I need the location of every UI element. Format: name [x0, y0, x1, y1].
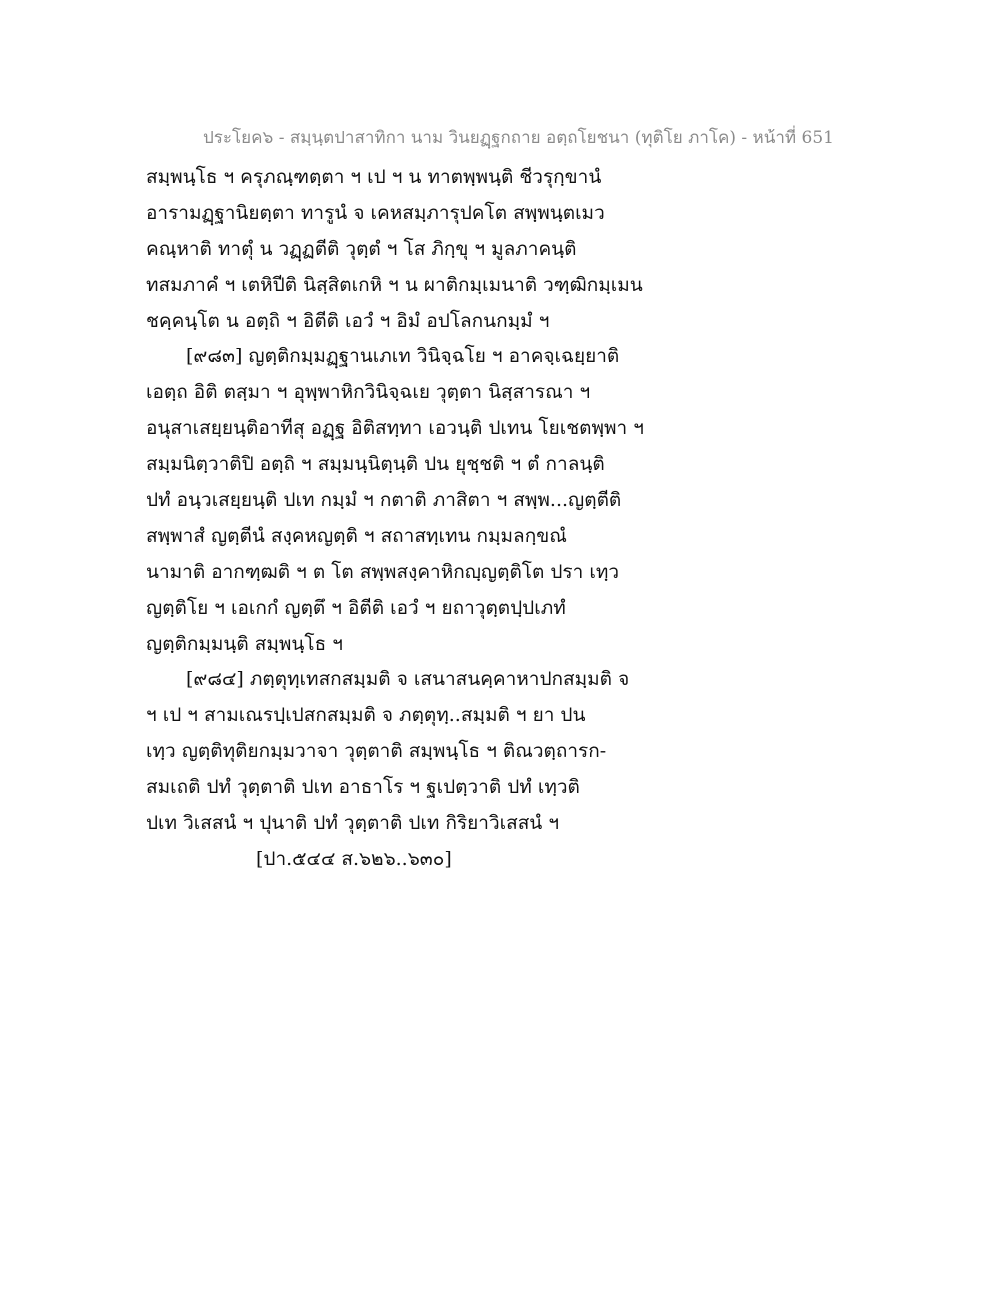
text-line: เอตฺถ อิติ ตสฺมา ฯ อุพฺพาหิกวินิจฺฉเย วุตฺตา นิสฺสารณา ฯ: [146, 381, 591, 404]
page-header: ประโยค๖ - สมฺนฺตปาสาทิกา นาม วินยฏฺฐกถาย อตฺถโยชนา (ทุติโย ภาโค) - หน้าที่ 651: [203, 128, 834, 148]
text-line: ชคฺคนฺโต น อตฺถิ ฯ อิตีติ เอวํ ฯ อิมํ อปโลกนกมฺมํ ฯ: [146, 309, 550, 332]
body-text: [146, 160, 766, 878]
text-line: คณฺหาติ ทาตุํ น วฏฺฏตีติ วุตฺตํ ฯ โส ภิกฺขุ ฯ มูลภาคนฺติ: [146, 237, 577, 260]
text-line: นามาติ อากฑฺฒติ ฯ ต โต สพฺพสงฺคาหิกญฺญตฺติโต ปรา เทฺว: [146, 560, 620, 583]
text-line: สมเถติ ปทํ วุตฺตาติ ปเท อาธาโร ฯ ฐเปตฺวาติ ปทํ เทฺวติ: [146, 776, 580, 799]
text-line: อารามฏฺฐานิยตฺตา ทารูนํ จ เคหสมฺภารุปคโต สพฺพนฺตเมว: [146, 201, 605, 224]
text-line: ปเท วิเสสนํ ฯ ปุนาติ ปทํ วุตฺตาติ ปเท กิริยาวิเสสนํ ฯ: [146, 812, 560, 835]
text-line: สมฺมนิตฺวาติปิ อตฺถิ ฯ สมฺมนฺนิตฺนฺติ ปน ยุชฺชติ ฯ ตํ กาลนฺติ: [146, 453, 605, 476]
text-line: ทสมภาคํ ฯ เตหิปีติ นิสฺสิตเกหิ ฯ น ผาติกมฺเมนาติ วฑฺฒิกมฺเมน: [146, 273, 643, 296]
text-line: เทฺว ญตฺติทุติยกมฺมวาจา วุตฺตาติ สมฺพนฺโธ ฯ ติณวตฺถารก-: [146, 740, 607, 763]
text-line: ญตฺติกมฺมนฺติ สมฺพนฺโธ ฯ: [146, 632, 343, 655]
paragraph-start-line: [๙๘๓] ญตฺติกมฺมฏฺฐานเภเท วินิจฺฉโย ฯ อาคจฺเฉยฺยาติ: [186, 345, 620, 368]
text-line: อนุสาเสยฺยนฺติอาทีสุ อฏฺฐ อิติสทฺทา เอวนฺติ ปเทน โยเชตพฺพา ฯ: [146, 417, 644, 440]
text-line: สพฺพาสํ ญตฺตีนํ สงฺคหญตฺติ ฯ สถาสทฺเทน กมฺมลกฺขณํ: [146, 524, 567, 547]
text-line: ปทํ อนฺวเสยฺยนฺติ ปเท กมฺมํ ฯ กตาติ ภาสิตา ฯ สพฺพ...ญตฺตีติ: [146, 489, 622, 512]
reference-line: [ปา.๕๔๔ ส.๖๒๖..๖๓๐]: [256, 847, 452, 870]
text-line: สมฺพนฺโธ ฯ ครุภณฺฑตฺตา ฯ เป ฯ น ทาตพฺพนฺติ ชีวรุกฺขานํ: [146, 166, 602, 188]
text-line: ญตฺติโย ฯ เอเกกํ ญตฺตึ ฯ อิตีติ เอวํ ฯ ยถาวุตฺตปฺปเภทํ: [146, 596, 566, 619]
text-line: ฯ เป ฯ สามเณรปฺเปสกสมฺมติ จ ภตฺตุทฺ..สมฺมติ ฯ ยา ปน: [146, 704, 586, 727]
paragraph-start-line: [๙๘๔] ภตฺตุทฺเทสกสมฺมติ จ เสนาสนคฺคาหาปกสมฺมติ จ: [186, 668, 630, 691]
